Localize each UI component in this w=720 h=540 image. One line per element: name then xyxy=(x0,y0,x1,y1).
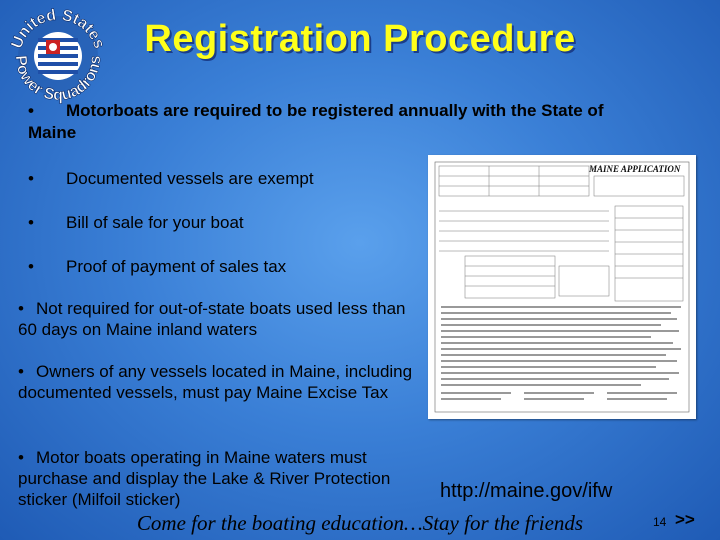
page-number: 14 xyxy=(653,515,667,529)
form-header: MAINE APPLICATION xyxy=(589,164,681,174)
bullet-dot: • xyxy=(18,448,24,467)
bullet-item xyxy=(28,212,244,233)
note-item xyxy=(18,447,418,510)
bullet-item xyxy=(28,168,314,189)
bullet-text: Proof of payment of sales tax xyxy=(66,257,287,276)
slide-footer: Come for the boating education…Stay for the friends xyxy=(136,511,584,535)
main-bullet-text: Motorboats are required to be registered annually with the State of Maine xyxy=(28,101,604,142)
bullet-dot: • xyxy=(28,101,34,120)
note-text: Motor boats operating in Maine waters must purchase and display the Lake & River Protection sticker (Milfoil sticker) xyxy=(18,448,391,509)
bullet-text: Bill of sale for your boat xyxy=(66,213,244,232)
registration-form-image xyxy=(428,155,696,419)
next-slide-button[interactable]: >> xyxy=(675,510,695,529)
note-item xyxy=(18,361,428,403)
note-text: Owners of any vessels located in Maine, including documented vessels, must pay Maine Excise Tax xyxy=(18,362,413,402)
bullet-text: Documented vessels are exempt xyxy=(66,169,314,188)
slide-title: Registration Procedure xyxy=(144,18,576,60)
bullet-dot: • xyxy=(28,213,34,232)
bullet-dot: • xyxy=(28,169,34,188)
svg-text:United States: United States xyxy=(8,6,108,51)
note-text: Not required for out-of-state boats used less than 60 days on Maine inland waters xyxy=(18,299,406,339)
bullet-dot: • xyxy=(18,362,24,381)
maine-ifw-link[interactable]: http://maine.gov/ifw xyxy=(440,480,613,502)
svg-text:Power Squadrons: Power Squadrons xyxy=(11,54,105,104)
bullet-dot: • xyxy=(18,299,24,318)
bullet-item xyxy=(28,256,286,277)
bullet-dot: • xyxy=(28,257,34,276)
note-item xyxy=(18,298,418,340)
main-bullet xyxy=(28,100,628,144)
